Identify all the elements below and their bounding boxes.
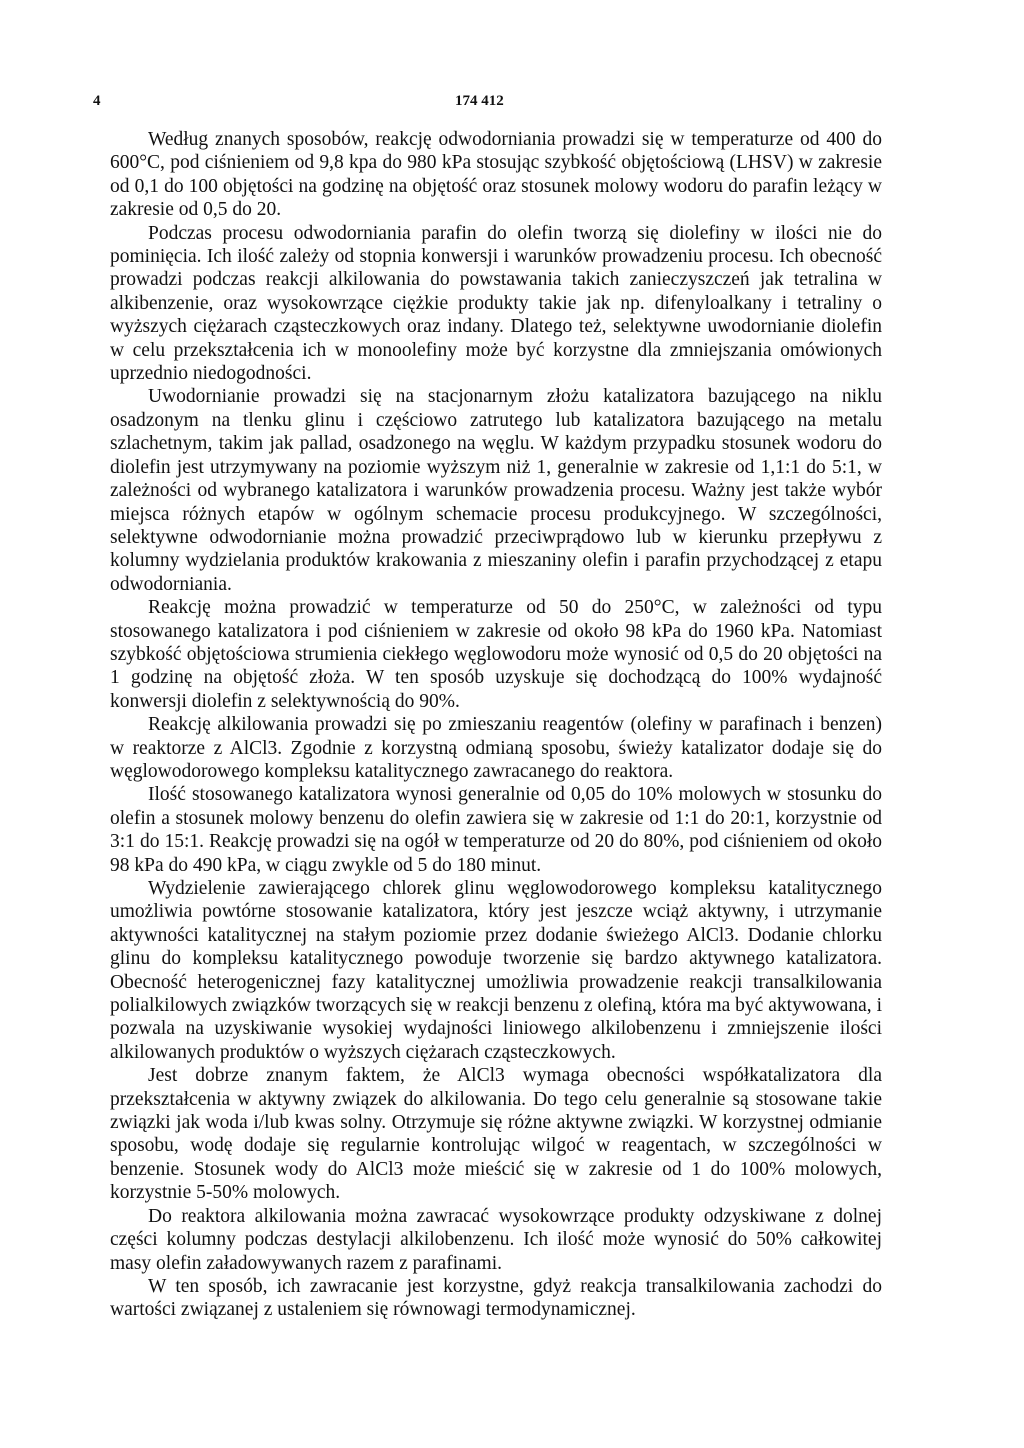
paragraph: Według znanych sposobów, reakcję odwodorniania prowadzi się w temperaturze od 400 do 600°C, pod ciśnieniem od 9,8 kpa do 980 kPa stosując szybkość objętościową (LHSV) w zakresie od 0,1 do 100 objętości na godzinę na objętość oraz stosunek molowy wodoru do parafin leżący w zakresie od 0,5 do 20.	[110, 129, 882, 221]
paragraph: Jest dobrze znanym faktem, że AlCl3 wymaga obecności współkatalizatora dla przekształcenia w aktywny związek do alkilowania. Do tego celu generalnie są stosowane takie związki jak woda i/lub kwas solny. Otrzymuje się różne aktywne związki. W korzystnej odmianie sposobu, wodę dodaje się regularnie kontrolując wilgoć w reagentach, w szczególności w benzenie. Stosunek wody do AlCl3 może mieścić się w zakresie od 1 do 100% molowych, korzystnie 5-50% molowych.	[110, 1065, 882, 1204]
patent-number: 174 412	[455, 93, 504, 109]
paragraph: Ilość stosowanego katalizatora wynosi generalnie od 0,05 do 10% molowych w stosunku do olefin a stosunek molowy benzenu do olefin zawiera się w zakresie od 1:1 do 20:1, korzystnie od 3:1 do 15:1. Reakcję prowadzi się na ogół w temperaturze od 20 do 80%, pod ciśnieniem od około 98 kPa do 490 kPa, w ciągu zwykle od 5 do 180 minut.	[110, 784, 882, 876]
paragraph: Reakcję można prowadzić w temperaturze od 50 do 250°C, w zależności od typu stosowanego katalizatora i pod ciśnieniem w zakresie od około 98 kPa do 1960 kPa. Natomiast szybkość objętościowa strumienia ciekłego węglowodoru może wynosić od 0,5 do 20 objętości na 1 godzinę na objętość złoża. W ten sposób uzyskuje się dochodzącą do 100% wydajność konwersji diolefin z selektywnością do 90%.	[110, 597, 882, 712]
paragraph: Do reaktora alkilowania można zawracać wysokowrzące produkty odzyskiwane z dolnej części kolumny podczas destylacji alkilobenzenu. Ich ilość może wynosić do 50% całkowitej masy olefin załadowywanych razem z parafinami.	[110, 1205, 882, 1274]
page-header	[93, 93, 883, 117]
paragraph: Reakcję alkilowania prowadzi się po zmieszaniu reagentów (olefiny w parafinach i benzen) w reaktorze z AlCl3. Zgodnie z korzystną odmianą sposobu, świeży katalizator dodaje się do węglowodorowego kompleksu katalitycznego zawracanego do reaktora.	[110, 714, 882, 782]
page-number: 4	[93, 93, 101, 109]
paragraph: W ten sposób, ich zawracanie jest korzystne, gdyż reakcja transalkilowania zachodzi do wartości związanej z ustaleniem się równowagi termodynamicznej.	[110, 1275, 882, 1321]
paragraph: Podczas procesu odwodorniania parafin do olefin tworzą się diolefiny w ilości nie do pominięcia. Ich ilość zależy od stopnia konwersji i warunków prowadzeniu procesu. Ich obecność prowadzi podczas reakcji alkilowania do powstawania takich zanieczyszczeń jak tetralina w alkibenzenie, oraz wysokowrzące ciężkie produkty takie jak np. difenyloalkany i tetraliny o wyższych ciężarach cząsteczkowych oraz indany. Dlatego też, selektywne uwodornianie diolefin w celu przekształcenia ich w monoolefiny może być korzystne dla zmniejszania omówionych uprzednio niedogodności.	[110, 222, 882, 385]
document-body	[110, 128, 882, 1322]
paragraph: Wydzielenie zawierającego chlorek glinu węglowodorowego kompleksu katalitycznego umożliwia powtórne stosowanie katalizatora, który jest jeszcze wciąż aktywny, i utrzymanie aktywności katalitycznej na stałym poziomie przez dodanie świeżego AlCl3. Dodanie chlorku glinu do kompleksu katalitycznego powoduje tworzenie się bardzo aktywnego katalizatora. Obecność heterogenicznej fazy katalitycznej umożliwia prowadzenie reakcji transalkilowania polialkilowych związków tworzących się w reakcji benzenu z olefiną, która ma być aktywowana, i pozwala na uzyskiwanie wysokiej wydajności liniowego alkilobenzenu i zmniejszenie ilości alkilowanych produktów o wyższych ciężarach cząsteczkowych.	[110, 878, 882, 1063]
paragraph: Uwodornianie prowadzi się na stacjonarnym złożu katalizatora bazującego na niklu osadzonym na tlenku glinu i częściowo zatrutego lub katalizatora bazującego na metalu szlachetnym, takim jak pallad, osadzonego na węglu. W każdym przypadku stosunek wodoru do diolefin jest utrzymywany na poziomie wyższym niż 1, generalnie w zakresie od 1,1:1 do 5:1, w zależności od wybranego katalizatora i warunków prowadzenia procesu. Ważny jest także wybór miejsca różnych etapów w ogólnym schemacie procesu produkcyjnego. W szczególności, selektywne odwodornianie można prowadzić przeciwprądowo lub w kierunku przepływu z kolumny wydzielania produktów krakowania z mieszaniny olefin i parafin przychodzącej z etapu odwodorniania.	[110, 386, 882, 595]
